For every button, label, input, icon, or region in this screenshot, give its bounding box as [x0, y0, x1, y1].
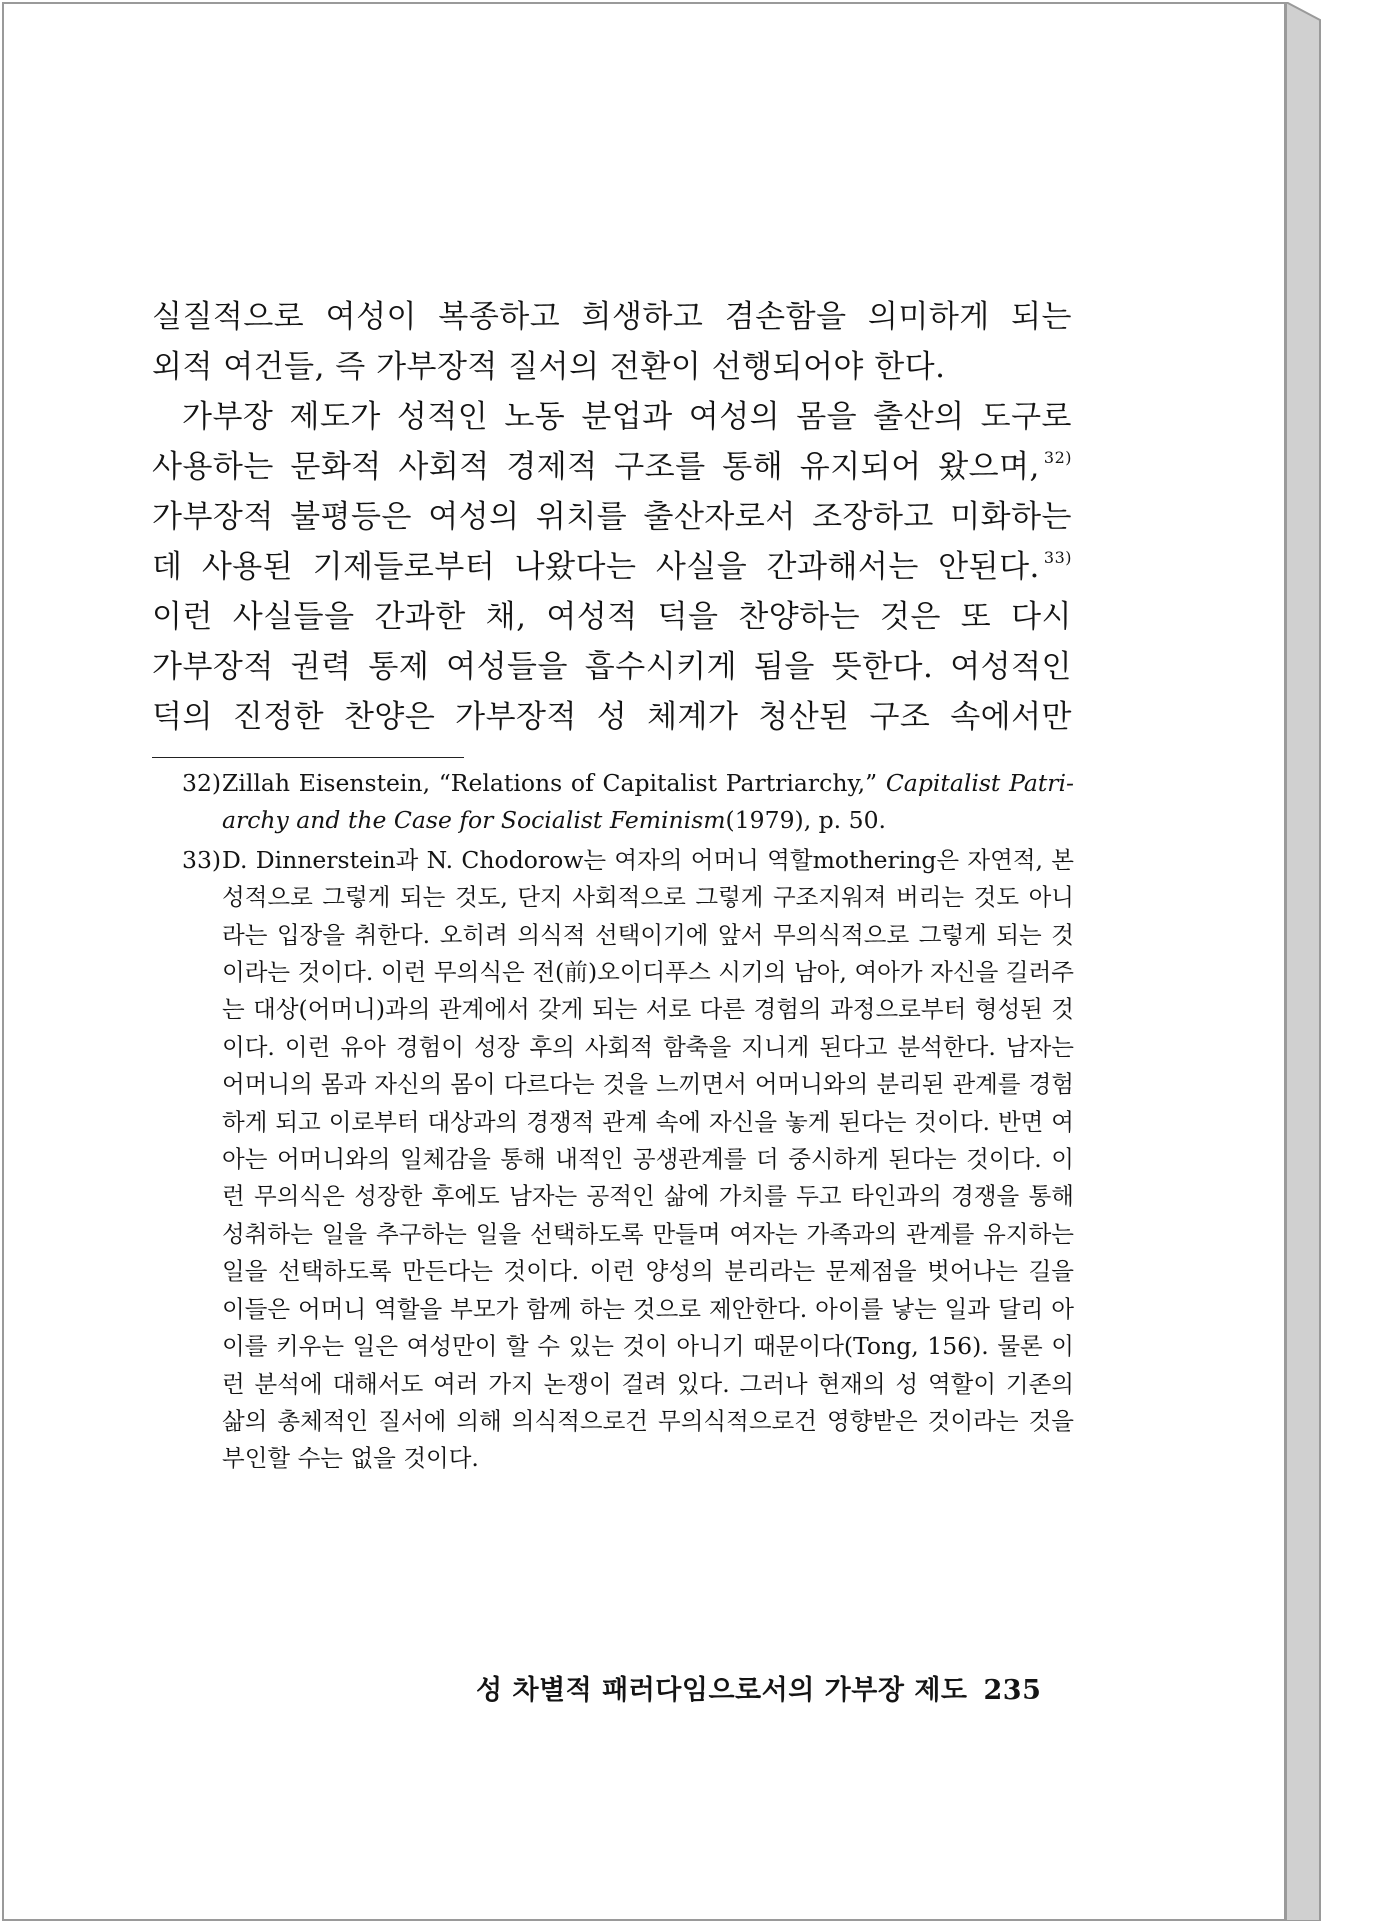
- running-title: 성 차별적 패러다임으로서의 가부장 제도: [476, 1675, 968, 1706]
- footnote-book-title: Capitalist Patri-archy and the Case for Socialist Feminism: [222, 769, 1074, 835]
- body-line: 가부장 제도가 성적인 노동 분업과 여성의 몸을 출산의 도구로: [182, 399, 1072, 435]
- page-number: 235: [983, 1675, 1042, 1706]
- footnote-33: [182, 842, 1074, 1478]
- running-footer: [476, 1668, 1076, 1707]
- body-text: [152, 292, 1072, 742]
- footnote-citation-tail: (1979), p. 50.: [725, 806, 886, 835]
- body-line-text: 데 사용된 기제들로부터 나왔다는 사실을 간과해서는 안된다.: [152, 549, 1040, 585]
- body-line: 이런 사실들을 간과한 채, 여성적 덕을 찬양하는 것은 또 다시: [152, 599, 1072, 635]
- footnote-citation-author: Zillah Eisenstein, “Relations of Capitalist Partriarchy,”: [222, 769, 886, 797]
- book-edge: [1286, 2, 1322, 1921]
- footnote-number: 32): [182, 769, 222, 797]
- footnote-ref-32[interactable]: 32): [1043, 448, 1072, 467]
- footnote-text: [222, 765, 1074, 840]
- footnotes: [182, 765, 1074, 1480]
- body-line: 가부장적 불평등은 여성의 위치를 출산자로서 조장하고 미화하는: [152, 499, 1072, 535]
- footnote-ref-33[interactable]: 33): [1043, 548, 1072, 567]
- body-line: 덕의 진정한 찬양은 가부장적 성 체계가 청산된 구조 속에서만: [152, 699, 1072, 735]
- body-line: 외적 여건들, 즉 가부장적 질서의 전환이 선행되어야 한다.: [152, 349, 946, 385]
- footnote-32: [182, 765, 1074, 840]
- body-line: 실질적으로 여성이 복종하고 희생하고 겸손함을 의미하게 되는: [152, 299, 1072, 335]
- footnote-number: 33): [182, 845, 222, 874]
- body-line: [152, 442, 1072, 492]
- body-line-text: 사용하는 문화적 사회적 경제적 구조를 통해 유지되어 왔으며,: [152, 449, 1040, 485]
- body-line: [152, 542, 1072, 592]
- footnote-text: D. Dinnerstein과 N. Chodorow는 여자의 어머니 역할mothering은 자연적, 본성적으로 그렇게 되는 것도, 단지 사회적으로 그렇게 구조지워져 버리는 것도 아니라는 입장을 취한다. 오히려 의식적 선택이기에 앞서 무의식적으로 그렇게 되는 것이라는 것이다. 이런 무의식은 전(前)오이디푸스 시기의 남아, 여아가 자신을 길러주는 대상(어머니)과의 관계에서 갖게 되는 서로 다른 경험의 과정으로부터 형성된 것이다. 이런 유아 경험이 성장 후의 사회적 함축을 지니게 된다고 분석한다. 남자는 어머니의 몸과 자신의 몸이 다르다는 것을 느끼면서 어머니와의 분리된 관계를 경험하게 되고 이로부터 대상과의 경쟁적 관계 속에 자신을 놓게 된다는 것이다. 반면 여아는 어머니와의 일체감을 통해 내적인 공생관계를 더 중시하게 된다는 것이다. 이런 무의식은 성장한 후에도 남자는 공적인 삶에 가치를 두고 타인과의 경쟁을 통해 성취하는 일을 추구하는 일을 선택하도록 만들며 여자는 가족과의 관계를 유지하는 일을 선택하도록 만든다는 것이다. 이런 양성의 분리라는 문제점을 벗어나는 길을 이들은 어머니 역할을 부모가 함께 하는 것으로 제안한다. 아이를 낳는 일과 달리 아이를 키우는 일은 여성만이 할 수 있는 것이 아니기 때문이다(Tong, 156). 물론 이런 분석에 대해서도 여러 가지 논쟁이 걸려 있다. 그러나 현재의 성 역할이 기존의 삶의 총체적인 질서에 의해 의식적으로건 무의식적으로건 영향받은 것이라는 것을 부인할 수는 없을 것이다.: [222, 845, 1074, 1473]
- footnote-separator: [152, 757, 464, 758]
- body-line: 가부장적 권력 통제 여성들을 흡수시키게 됨을 뜻한다. 여성적인: [152, 649, 1072, 685]
